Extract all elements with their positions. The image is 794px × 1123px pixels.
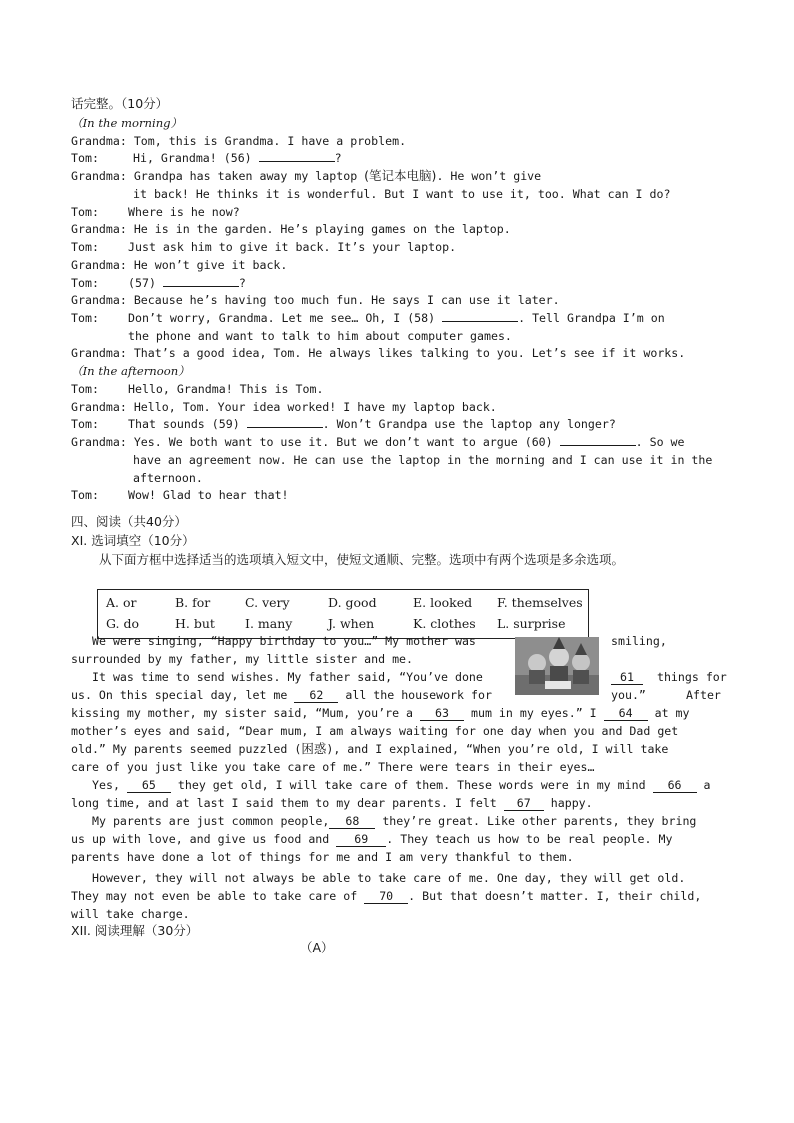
passage-line: However, they will not always be able to take care of me. One day, they will get old. — [92, 871, 686, 885]
passage-line-68: My parents are just common people, 68 they’re great. Like other parents, they bring — [92, 814, 697, 828]
answer-blank-70[interactable]: 70 — [364, 889, 408, 904]
dialogue-line: Grandma: He won’t give it back. — [71, 258, 288, 272]
answer-blank-66[interactable]: 66 — [653, 778, 697, 793]
dialogue-line: Grandma: Grandpa has taken away my laptop (笔记本电脑). He won’t give — [71, 168, 542, 183]
answer-blank-64[interactable]: 64 — [604, 706, 648, 721]
dialogue-speaker: Tom: — [71, 205, 99, 219]
dialogue-speaker: Tom: — [71, 311, 99, 325]
instruction-text: 从下面方框中选择适当的选项填入短文中，使短文通顺、完整。选项中有两个选项是多余选项。 — [99, 552, 625, 567]
passage-line-69: us up with love, and give us food and 69 . They teach us how to be real people. My — [71, 832, 673, 846]
passage-line-61: 61 things for — [611, 668, 727, 686]
passage-line: you.” — [611, 688, 646, 702]
passage-label-a: （A） — [300, 940, 334, 955]
dialogue-line-56: Hi, Grandma! (56) ? — [133, 151, 342, 165]
dialogue-line: Hello, Grandma! This is Tom. — [128, 382, 324, 396]
option-b: B. for — [175, 595, 211, 610]
dialogue-line: Grandma: That’s a good idea, Tom. He always likes talking to you. Let’s see if it works. — [71, 346, 686, 360]
option-e: E. looked — [413, 595, 473, 610]
answer-blank-67[interactable]: 67 — [504, 796, 544, 811]
dialogue-line-59: That sounds (59) . Won’t Grandpa use the laptop any longer? — [128, 417, 616, 431]
dialogue-line-57: (57) ? — [128, 276, 246, 290]
option-i: I. many — [245, 616, 293, 631]
answer-blank-56[interactable] — [259, 161, 335, 162]
dialogue-line: Wow! Glad to hear that! — [128, 488, 289, 502]
dialogue-line: Grandma: Because he’s having too much fun. He says I can use it later. — [71, 293, 560, 307]
scene-label-afternoon: （In the afternoon） — [71, 364, 190, 378]
passage-line: care of you just like you take care of me.” There were tears in their eyes… — [71, 760, 595, 774]
passage-line-67: long time, and at last I said them to my dear parents. I felt 67 happy. — [71, 796, 593, 810]
section-continuation: 话完整。（10分） — [71, 96, 169, 111]
option-f: F. themselves — [497, 595, 583, 610]
dialogue-line-58: Don’t worry, Grandma. Let me see… Oh, I (58) . Tell Grandpa I’m on — [128, 311, 665, 325]
option-g: G. do — [106, 616, 140, 631]
option-c: C. very — [245, 595, 290, 610]
passage-line: smiling, — [611, 634, 667, 648]
section-title-reading: XII. 阅读理解（30分） — [71, 923, 199, 938]
answer-blank-65[interactable]: 65 — [127, 778, 171, 793]
dialogue-line: have an agreement now. He can use the laptop in the morning and I can use it in the — [133, 453, 713, 467]
dialogue-line: Just ask him to give it back. It’s your laptop. — [128, 240, 457, 254]
dialogue-line: it back! He thinks it is wonderful. But I want to use it, too. What can I do? — [133, 187, 671, 201]
dialogue-line: Grandma: Hello, Tom. Your idea worked! I have my laptop back. — [71, 400, 497, 414]
passage-line-65-66: Yes, 65 they get old, I will take care of them. These words were in my mind 66 a — [92, 778, 711, 792]
option-h: H. but — [175, 616, 215, 631]
passage-line-63-64: kissing my mother, my sister said, “Mum, you’re a 63 mum in my eyes.” I 64 at my — [71, 706, 690, 720]
option-l: L. surprise — [497, 616, 566, 631]
dialogue-speaker: Tom: — [71, 417, 99, 431]
passage-line: After — [686, 688, 721, 702]
dialogue-speaker: Tom: — [71, 240, 99, 254]
dialogue-line: the phone and want to talk to him about computer games. — [128, 329, 512, 343]
dialogue-line: afternoon. — [133, 471, 203, 485]
passage-line: surrounded by my father, my little sister and me. — [71, 652, 414, 666]
answer-blank-57[interactable] — [163, 286, 239, 287]
answer-blank-61[interactable]: 61 — [611, 670, 643, 685]
answer-blank-63[interactable]: 63 — [420, 706, 464, 721]
answer-blank-58[interactable] — [442, 321, 518, 322]
subsection-title: XI. 选词填空（10分） — [71, 533, 195, 548]
dialogue-line-60: Grandma: Yes. We both want to use it. But we don’t want to argue (60) . So we — [71, 435, 685, 449]
answer-blank-68[interactable]: 68 — [329, 814, 375, 829]
answer-blank-69[interactable]: 69 — [336, 832, 386, 847]
dialogue-speaker: Tom: — [71, 276, 99, 290]
passage-line: will take charge. — [71, 907, 190, 921]
dialogue-line: Grandma: Tom, this is Grandma. I have a problem. — [71, 134, 407, 148]
dialogue-line: Grandma: He is in the garden. He’s playing games on the laptop. — [71, 222, 511, 236]
birthday-photo-icon — [515, 637, 599, 695]
answer-blank-60[interactable] — [560, 445, 636, 446]
passage-line: We were singing, “Happy birthday to you…” My mother was — [92, 634, 476, 648]
passage-line: parents have done a lot of things for me and I am very thankful to them. — [71, 850, 574, 864]
passage-line: old.” My parents seemed puzzled (困惑), and I explained, “When you’re old, I will take — [71, 741, 669, 756]
dialogue-speaker: Tom: — [71, 382, 99, 396]
passage-line: mother’s eyes and said, “Dear mum, I am always waiting for one day when you and Dad get — [71, 724, 679, 738]
dialogue-line: Tom: — [71, 151, 99, 165]
dialogue-speaker: Tom: — [71, 488, 99, 502]
section-title: 四、阅读（共40分） — [71, 514, 187, 529]
option-k: K. clothes — [413, 616, 476, 631]
answer-blank-59[interactable] — [247, 427, 323, 428]
option-d: D. good — [328, 595, 377, 610]
passage-line-70: They may not even be able to take care of 70 . But that doesn’t matter. I, their child, — [71, 889, 702, 903]
option-j: J. when — [328, 616, 375, 631]
passage-line-62: us. On this special day, let me 62 all the housework for — [71, 688, 492, 702]
answer-blank-62[interactable]: 62 — [294, 688, 338, 703]
passage-line: It was time to send wishes. My father said, “You’ve done — [92, 670, 483, 684]
scene-label-morning: （In the morning） — [71, 116, 183, 130]
option-a: A. or — [106, 595, 137, 610]
dialogue-line: Where is he now? — [128, 205, 240, 219]
